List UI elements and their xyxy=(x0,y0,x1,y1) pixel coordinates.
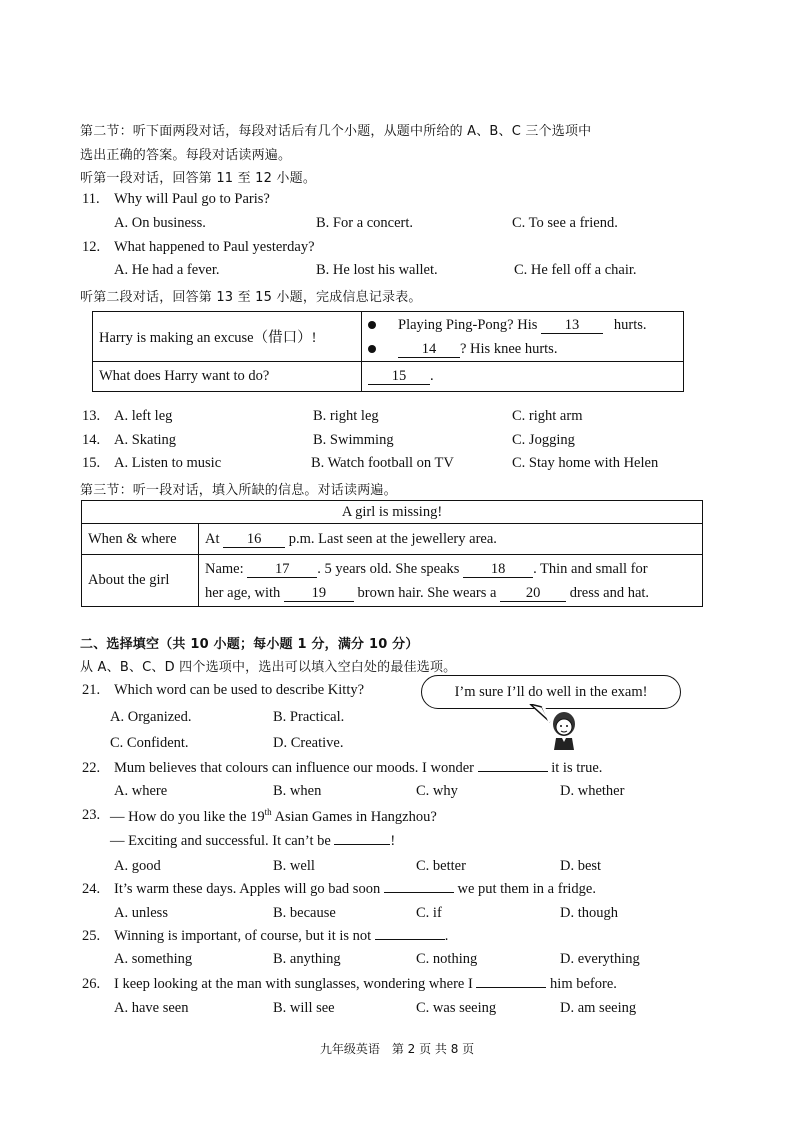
q14-option-c[interactable]: C. Jogging xyxy=(512,432,575,448)
q12-option-b[interactable]: B. He lost his wallet. xyxy=(316,262,438,278)
q23-option-c[interactable]: C. better xyxy=(416,858,466,874)
missing-girl-title: A girl is missing! xyxy=(82,501,703,524)
q23-blank[interactable] xyxy=(334,844,390,845)
q24-option-d[interactable]: D. though xyxy=(560,905,618,921)
q15-option-b[interactable]: B. Watch football on TV xyxy=(311,455,454,471)
q22-option-d[interactable]: D. whether xyxy=(560,783,625,799)
speech-bubble: I’m sure I’ll do well in the exam! xyxy=(421,675,681,709)
q25-stem: Winning is important, of course, but it is not . xyxy=(114,928,449,944)
q24-number: 24. xyxy=(82,881,101,897)
q23-line1: — How do you like the 19th Asian Games in Hangzhou? xyxy=(110,807,437,825)
kitty-cartoon-icon xyxy=(520,704,590,752)
about-girl-detail: Name: 17 . 5 years old. She speaks 18 . Thin and small for her age, with 19 brown hair. She wears a 20 dress and hat. xyxy=(199,555,703,607)
q24-option-c[interactable]: C. if xyxy=(416,905,442,921)
about-girl-label: About the girl xyxy=(82,555,199,607)
q15-option-a[interactable]: A. Listen to music xyxy=(114,455,222,471)
q11-stem: Why will Paul go to Paris? xyxy=(114,191,270,207)
q26-option-b[interactable]: B. will see xyxy=(273,1000,335,1016)
q22-option-b[interactable]: B. when xyxy=(273,783,322,799)
q13-option-a[interactable]: A. left leg xyxy=(114,408,173,424)
blank-16[interactable]: 16 xyxy=(223,532,285,548)
q23-number: 23. xyxy=(82,807,101,823)
q13-number: 13. xyxy=(82,408,101,424)
when-where-label: When & where xyxy=(82,524,199,555)
q12-option-a[interactable]: A. He had a fever. xyxy=(114,262,220,278)
q14-option-b[interactable]: B. Swimming xyxy=(313,432,394,448)
excuse-label: Harry is making an excuse（借口）! xyxy=(93,312,362,362)
bullet-icon xyxy=(368,321,376,329)
q12-option-c[interactable]: C. He fell off a chair. xyxy=(514,262,637,278)
q24-option-b[interactable]: B. because xyxy=(273,905,336,921)
q14-number: 14. xyxy=(82,432,101,448)
q11-number: 11. xyxy=(82,191,100,207)
q23-option-b[interactable]: B. well xyxy=(273,858,315,874)
blank-19[interactable]: 19 xyxy=(284,586,354,602)
q23-option-a[interactable]: A. good xyxy=(114,858,161,874)
q22-option-c[interactable]: C. why xyxy=(416,783,458,799)
q23-option-d[interactable]: D. best xyxy=(560,858,602,874)
q15-number: 15. xyxy=(82,455,101,471)
q25-blank[interactable] xyxy=(375,939,445,940)
q25-option-b[interactable]: B. anything xyxy=(273,951,341,967)
q26-number: 26. xyxy=(82,976,101,992)
page-footer: 九年级英语 第 2 页 共 8 页 xyxy=(319,1042,475,1056)
q22-number: 22. xyxy=(82,760,101,776)
q22-option-a[interactable]: A. where xyxy=(114,783,168,799)
blank-15[interactable]: 15 xyxy=(368,369,430,385)
bullet-icon xyxy=(368,345,376,353)
q14-option-a[interactable]: A. Skating xyxy=(114,432,177,448)
q15-option-c[interactable]: C. Stay home with Helen xyxy=(512,455,659,471)
q21-option-a[interactable]: A. Organized. xyxy=(110,709,192,725)
q12-stem: What happened to Paul yesterday? xyxy=(114,239,315,255)
q11-option-a[interactable]: A. On business. xyxy=(114,215,206,231)
dialogue1-instruction: 听第一段对话，回答第 11 至 12 小题。 xyxy=(80,171,317,186)
want-answer: 15 . xyxy=(362,362,684,392)
blank-14[interactable]: 14 xyxy=(398,342,460,358)
blank-17[interactable]: 17 xyxy=(247,562,317,578)
q21-number: 21. xyxy=(82,682,101,698)
q13-option-c[interactable]: C. right arm xyxy=(512,408,583,424)
q11-option-c[interactable]: C. To see a friend. xyxy=(512,215,618,231)
blank-20[interactable]: 20 xyxy=(500,586,566,602)
q25-option-c[interactable]: C. nothing xyxy=(416,951,478,967)
excuse-details: Playing Ping-Pong? His 13 hurts. 14 ? His knee hurts. xyxy=(362,312,684,362)
q26-stem: I keep looking at the man with sunglasses, wondering where I him before. xyxy=(114,976,617,992)
q13-option-b[interactable]: B. right leg xyxy=(313,408,379,424)
q26-blank[interactable] xyxy=(476,987,546,988)
q24-stem: It’s warm these days. Apples will go bad soon we put them in a fridge. xyxy=(114,881,596,897)
want-label: What does Harry want to do? xyxy=(93,362,362,392)
q26-option-a[interactable]: A. have seen xyxy=(114,1000,189,1016)
q25-number: 25. xyxy=(82,928,101,944)
q11-option-b[interactable]: B. For a concert. xyxy=(316,215,414,231)
section2-intro-line1: 第二节：听下面两段对话，每段对话后有几个小题，从题中所给的 A、B、C 三个选项中 xyxy=(80,124,592,139)
q26-option-d[interactable]: D. am seeing xyxy=(560,1000,637,1016)
q24-option-a[interactable]: A. unless xyxy=(114,905,168,921)
q21-option-b[interactable]: B. Practical. xyxy=(273,709,345,725)
blank-18[interactable]: 18 xyxy=(463,562,533,578)
q22-stem: Mum believes that colours can influence our moods. I wonder it is true. xyxy=(114,760,603,776)
info-record-table xyxy=(92,311,684,392)
part2-instruction: 从 A、B、C、D 四个选项中，选出可以填入空白处的最佳选项。 xyxy=(80,660,457,675)
when-where-detail: At 16 p.m. Last seen at the jewellery area. xyxy=(199,524,703,555)
q21-option-c[interactable]: C. Confident. xyxy=(110,735,189,751)
q21-stem: Which word can be used to describe Kitty? xyxy=(114,682,365,698)
missing-girl-table xyxy=(81,500,703,607)
dialogue2-instruction: 听第二段对话，回答第 13 至 15 小题，完成信息记录表。 xyxy=(80,290,422,305)
q12-number: 12. xyxy=(82,239,101,255)
q25-option-a[interactable]: A. something xyxy=(114,951,193,967)
section2-intro-line2: 选出正确的答案。每段对话读两遍。 xyxy=(80,148,292,163)
q23-line2: — Exciting and successful. It can’t be ! xyxy=(110,833,396,849)
blank-13[interactable]: 13 xyxy=(541,318,603,334)
q26-option-c[interactable]: C. was seeing xyxy=(416,1000,497,1016)
q21-option-d[interactable]: D. Creative. xyxy=(273,735,344,751)
q24-blank[interactable] xyxy=(384,892,454,893)
part2-title: 二、选择填空（共 10 小题；每小题 1 分，满分 10 分） xyxy=(80,637,419,652)
q25-option-d[interactable]: D. everything xyxy=(560,951,640,967)
section3-intro: 第三节：听一段对话，填入所缺的信息。对话读两遍。 xyxy=(80,483,397,498)
q22-blank[interactable] xyxy=(478,771,548,772)
